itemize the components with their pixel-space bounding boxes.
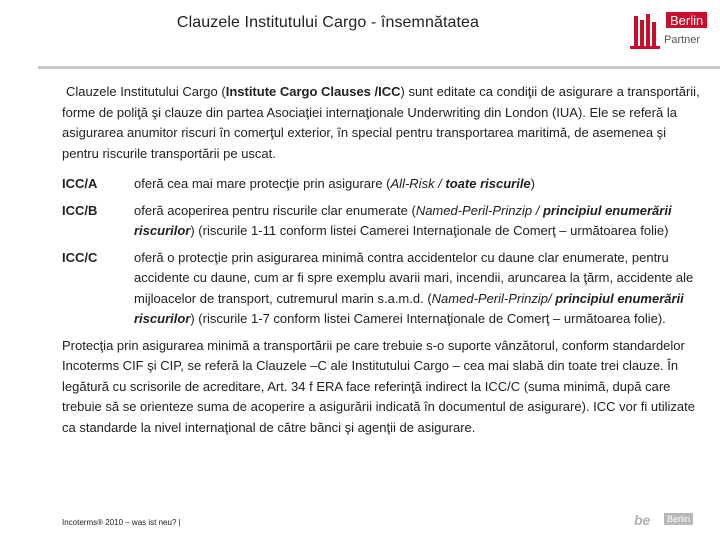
clause-description xyxy=(134,248,702,330)
berlin-bear-icon xyxy=(626,12,662,52)
clause-row-a xyxy=(62,174,702,195)
clause-text-italic: Named-Peril-Prinzip/ xyxy=(431,290,556,306)
clause-text-italic: Named-Peril-Prinzip / xyxy=(415,202,543,218)
clause-text-bold-italic: toate riscurile xyxy=(445,176,531,191)
header-divider xyxy=(38,66,720,69)
logo-brand: Berlin xyxy=(666,12,707,28)
clause-text-bold-italic: principiul enumerării riscurilor xyxy=(134,290,684,326)
intro-text-2: ) sunt editate ca condiţii de asigurare a transportării, forme de poliţă şi clauze din partea Asociaţiei internaţionale Underwriting din London (IUA). Ele se referă la asigurarea anumitor riscuri în comerţul exterior, în special pentru transportarea maritimă, de asemenea şi pentru riscurile transportării pe uscat. xyxy=(62,84,700,161)
intro-text-1: Clauzele Institutului Cargo ( xyxy=(66,84,226,99)
clause-description xyxy=(134,174,702,195)
clause-code: ICC/B xyxy=(62,202,98,218)
berlin-partner-logo xyxy=(626,12,718,52)
clause-code: ICC/C xyxy=(62,249,98,265)
logo-subtitle: Partner xyxy=(664,34,701,46)
intro-paragraph xyxy=(62,82,702,164)
clause-text: oferă acoperirea pentru riscurile clar enumerate ( xyxy=(134,202,416,218)
clause-text: ) (riscurile 1-11 conform listei Camerei Internaţionale de Comerţ – următoarea folie) xyxy=(190,223,669,238)
clause-row-c xyxy=(62,248,702,330)
content-body xyxy=(62,82,702,451)
footer-logo-brand: Berlin xyxy=(664,513,693,525)
footer-logo-be: be xyxy=(634,512,651,528)
footer-logo xyxy=(634,512,708,528)
clause-text: ) (riscurile 1-7 conform listei Camerei Internaţionale de Comerţ – următoarea folie). xyxy=(190,311,666,326)
clause-text: oferă o protecţie prin asigurarea minimă contra accidentelor cu daune clar enumerate, pentru accidente cu daune, cum ar fi spre exemplu avarii mari, incendii, aruncarea la ţărm, accidente ale mijloacelor de transport, cutremurul marin s.a.m.d. ( xyxy=(134,249,694,306)
closing-paragraph: Protecţia prin asigurarea minimă a transportării pe care trebuie s-o suporte vânzătorul, conform standardelor Incoterms CIF şi CIP, se referă la Clauzele –C ale Institutului Cargo – cea mai slabă din toate trei clauze. În legătură cu scrisorile de acreditare, Art. 34 f ERA face referinţă indirect la ICC/C (suma minimă, după care trebuie să se orienteze suma de acoperire a asigurării indicată în documentul de asigurare). ICC vor fi utilizate ca standarde la nivel internaţional de către bănci şi agenţii de asigurare. xyxy=(62,337,695,435)
intro-text-bold: Institute Cargo Clauses /ICC xyxy=(225,84,401,99)
clause-code: ICC/A xyxy=(62,176,98,191)
clause-text-italic: All-Risk / xyxy=(390,176,446,191)
page-title: Clauzele Institutului Cargo - însemnătatea xyxy=(176,14,480,31)
clause-row-b xyxy=(62,201,702,242)
clause-text: ) xyxy=(530,176,536,191)
clause-text: oferă cea mai mare protecţie prin asigurare ( xyxy=(134,176,391,191)
footer-text: Incoterms® 2010 – was ist neu? | xyxy=(62,518,181,527)
clause-text-bold-italic: principiul enumerării riscurilor xyxy=(134,202,672,238)
clause-description xyxy=(134,201,702,242)
